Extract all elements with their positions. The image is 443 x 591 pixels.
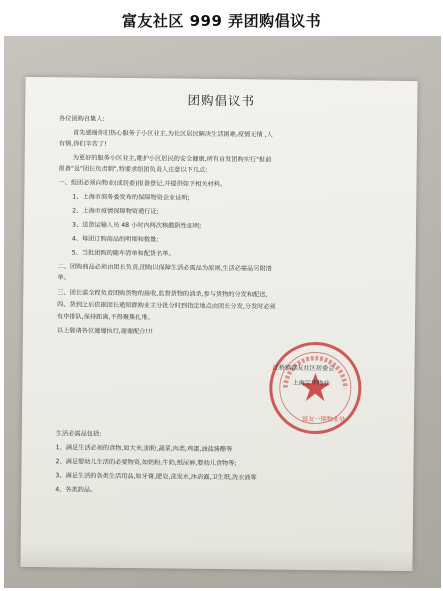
stamp-caption: 富友一期物业处 <box>301 415 346 424</box>
document-sheet <box>20 77 417 571</box>
document-body <box>20 77 417 571</box>
section-1-item: 2、上海市疫情保障物资通行证; <box>72 207 159 216</box>
document-title: 团购倡议书 <box>187 92 256 109</box>
section-1-item: 1、上海市商务委发布的保障物资企业证明; <box>72 193 190 202</box>
signer-line-2: 上海宝华物业 <box>292 379 330 388</box>
needs-item: 3、满足生活的各类生活用品,如牙膏,肥皂,洗发水,沐浴露,卫生纸,洗衣液等 <box>55 472 257 482</box>
needs-item: 4、各类药品。 <box>55 486 97 494</box>
page-title: 富友社区 999 弄团购倡议书 <box>121 12 322 30</box>
greeting: 各位团购召集人: <box>59 115 105 123</box>
needs-item: 1、满足生活必须的食物,如大米,面粉,蔬菜,肉类,鸡蛋,油盐酱醋等 <box>55 444 233 454</box>
section-1-title: 一、组团必须向物业(或居委)报备登记,并提供如下相关材料。 <box>58 179 227 189</box>
paragraph-2-line-1: 为更好的服务小区业主,维护小区居民的安全健康,所有自发团购实行"报前 <box>72 154 272 164</box>
paragraph-1-line-1: 首先感谢你们热心服务于小区业主,为社区居民解决生活困难,疫情无情 ,人 <box>72 129 273 139</box>
section-2-line-1: 二、团购商品必须由团长负责,团购以保障生活必需品为原则,生活必需品另附清 <box>57 263 272 273</box>
closing-line: 以上敬请各位遵遵执行,谢谢配合!!! <box>56 327 153 336</box>
section-3-line-2: 四、货到之后依据团长通知群购业主分批分时到指定地点由团长分发,分发时必须 <box>57 301 276 311</box>
section-1-item: 4、每团订购商品的明细和数量; <box>71 235 159 244</box>
section-1-item: 3、送货运输人员 48 小时内两次核酸阴性证明; <box>71 221 202 230</box>
section-3-line-1: 三、团长需全程负责团购货物的接收,监督货物的消杀,参与货物的分发和配送, <box>57 289 268 299</box>
paragraph-2-line-2: 报备"及"团长负责制",特要求组团负责人注意以下几点: <box>58 165 208 174</box>
section-1-item: 5、当批团购的随车清单和配货名单。 <box>71 249 175 258</box>
needs-item: 2、满足婴幼儿生活的必要物资,如奶粉,牛奶,纸尿裤,婴幼儿食物等; <box>55 458 237 468</box>
section-2-line-2: 单。 <box>57 274 70 282</box>
paragraph-1-line-2: 有情,你们辛苦了! <box>58 140 107 148</box>
section-3-line-3: 有序排队,保持距离,不得聚集扎堆。 <box>57 313 154 322</box>
document-photo <box>4 36 441 588</box>
paper-shade <box>20 545 412 571</box>
needs-title: 生活必需品包括: <box>55 430 102 438</box>
signer-line-1: 江桥镇富友社区居委会 <box>272 364 335 373</box>
